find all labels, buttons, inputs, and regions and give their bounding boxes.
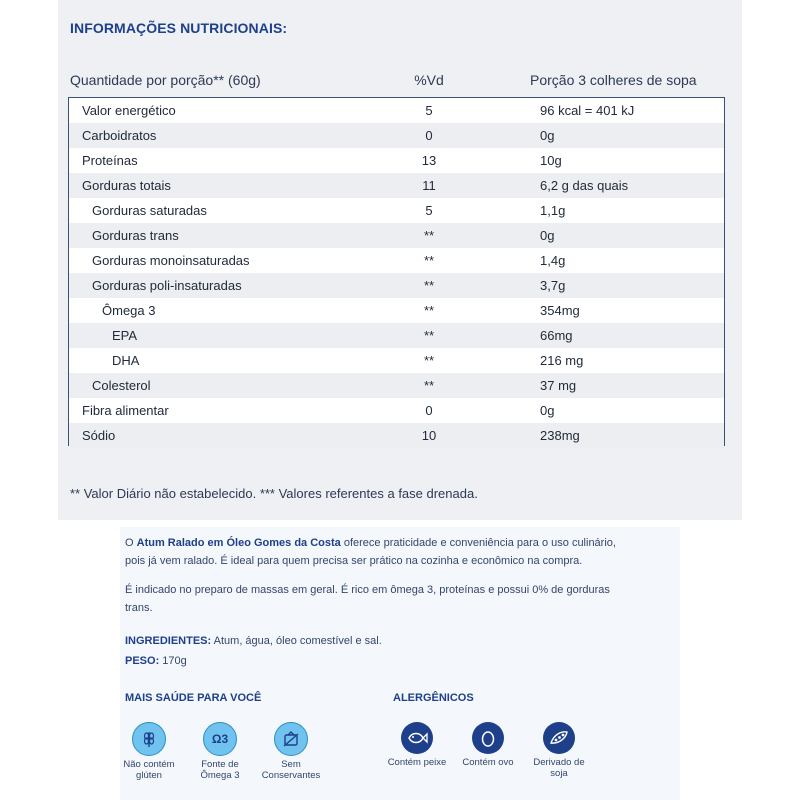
nutrient-vd: **: [423, 378, 435, 393]
nutrient-vd: **: [423, 278, 435, 293]
nutrient-name: Proteínas: [82, 153, 138, 168]
nutrient-vd: 10: [421, 428, 437, 443]
nutrient-amount: 96 kcal = 401 kJ: [540, 103, 635, 118]
nutrient-name: Gorduras monoinsaturadas: [92, 253, 250, 268]
table-row: [69, 273, 724, 298]
table-row: [69, 423, 724, 448]
badge-caption-line: Fonte de: [201, 759, 239, 770]
nutrient-vd: 13: [421, 153, 437, 168]
badge-contains-egg: [453, 722, 523, 768]
badge-caption-line: Derivado de: [533, 757, 585, 768]
ingredients: [125, 632, 645, 650]
omega3-symbol: Ω3: [211, 732, 229, 746]
nutrient-vd: 11: [422, 178, 436, 193]
nutrition-title: INFORMAÇÕES NUTRICIONAIS:: [70, 20, 288, 36]
nutrient-name: DHA: [112, 353, 140, 368]
table-row: [69, 173, 724, 198]
nutrient-vd: **: [423, 328, 435, 343]
nutrient-amount: 216 mg: [540, 353, 584, 368]
nutrient-amount: 3,7g: [540, 278, 566, 293]
badge-caption-line: soja: [550, 768, 568, 779]
badge-caption-line: Contém peixe: [387, 757, 447, 768]
table-row: [69, 248, 724, 273]
ingredients-label: INGREDIENTES:: [125, 635, 212, 647]
footnote: ** Valor Diário não estabelecido. *** Valores referentes a fase drenada.: [70, 486, 478, 501]
badge-caption: [382, 757, 452, 768]
badge-soy-derived: [524, 722, 594, 779]
nutrient-amount: 10g: [540, 153, 562, 168]
nutrient-amount: 0g: [540, 228, 555, 243]
description-line: [125, 534, 645, 552]
vd-header: %Vd: [414, 72, 444, 88]
badge-caption-line: Contém ovo: [462, 757, 514, 768]
wheat-icon: [132, 722, 166, 756]
nutrient-vd: 0: [425, 128, 433, 143]
badge-contains-fish: [382, 722, 452, 768]
badge-caption: [256, 759, 326, 781]
nutrient-amount: 1,1g: [540, 203, 566, 218]
badge-omega3: [185, 722, 255, 781]
weight: [125, 652, 645, 670]
allergens-title: ALERGÊNICOS: [393, 692, 474, 704]
omega3-icon: [203, 722, 237, 756]
nutrition-table: [68, 97, 725, 446]
table-row: [69, 348, 724, 373]
egg-icon: [472, 722, 504, 754]
nutrient-vd: 0: [425, 403, 433, 418]
nutrient-name: Gorduras totais: [82, 178, 171, 193]
badge-caption-line: Ômega 3: [200, 770, 240, 781]
nutrient-name: EPA: [112, 328, 138, 343]
badge-caption: [114, 759, 184, 781]
badge-caption: [453, 757, 523, 768]
nutrient-amount: 66mg: [540, 328, 573, 343]
nutrient-name: Colesterol: [92, 378, 151, 393]
nutrient-vd: **: [423, 353, 435, 368]
nutrient-name: Gorduras poli-insaturadas: [92, 278, 242, 293]
badge-caption: [524, 757, 594, 779]
health-title: MAIS SAÚDE PARA VOCÊ: [125, 692, 262, 704]
soy-icon: [543, 722, 575, 754]
badge-caption-line: glúten: [136, 770, 162, 781]
table-row: [69, 98, 724, 123]
table-row: [69, 398, 724, 423]
portion-header: Quantidade por porção** (60g): [70, 72, 261, 88]
ingredients-value: Atum, água, óleo comestível e sal.: [213, 635, 382, 647]
description-line: trans.: [125, 602, 153, 614]
nutrient-vd: 5: [425, 103, 433, 118]
badge-caption-line: Sem: [281, 759, 301, 770]
weight-value: 170g: [162, 655, 187, 667]
table-row: [69, 148, 724, 173]
serving-header: Porção 3 colheres de sopa: [530, 72, 697, 88]
nutrient-vd: **: [423, 303, 435, 318]
badge-caption: [185, 759, 255, 781]
nutrient-amount: 37 mg: [540, 378, 577, 393]
nutrient-name: Gorduras trans: [92, 228, 179, 243]
nutrient-amount: 6,2 g das quais: [540, 178, 629, 193]
product-name: Atum Ralado em Óleo Gomes da Costa: [136, 537, 341, 549]
nutrient-name: Sódio: [82, 428, 116, 443]
badge-caption-line: Não contém: [123, 759, 175, 770]
table-row: [69, 298, 724, 323]
fish-icon: [401, 722, 433, 754]
table-row: [69, 323, 724, 348]
description-paragraph-2: [125, 581, 645, 617]
nutrient-vd: **: [423, 253, 435, 268]
nutrient-amount: 1,4g: [540, 253, 566, 268]
nutrient-amount: 0g: [540, 403, 555, 418]
table-row: [69, 123, 724, 148]
nutrient-name: Gorduras saturadas: [92, 203, 207, 218]
nutrient-vd: **: [423, 228, 435, 243]
description-line: pois já vem ralado. É ideal para quem precisa ser prático na cozinha e econômico na compra.: [125, 555, 583, 567]
nutrient-amount: 0g: [540, 128, 555, 143]
description-paragraph-1: [125, 534, 645, 570]
nutrient-amount: 238mg: [540, 428, 580, 443]
weight-label: PESO:: [125, 655, 160, 667]
nutrient-name: Fibra alimentar: [82, 403, 169, 418]
no-preservatives-icon: [274, 722, 308, 756]
badge-no-preservatives: [256, 722, 326, 781]
table-row: [69, 223, 724, 248]
description-text: oferece praticidade e conveniência para o uso culinário,: [343, 537, 616, 549]
description-prefix: O: [125, 537, 134, 549]
nutrient-vd: 5: [425, 203, 433, 218]
table-row: [69, 198, 724, 223]
nutrient-name: Ômega 3: [102, 303, 156, 318]
nutrient-name: Valor energético: [82, 103, 176, 118]
nutrient-amount: 354mg: [540, 303, 580, 318]
badge-gluten-free: [114, 722, 184, 781]
description-line: É indicado no preparo de massas em geral. É rico em ômega 3, proteínas e possui 0% de gorduras: [125, 584, 610, 596]
nutrient-name: Carboidratos: [82, 128, 157, 143]
table-row: [69, 373, 724, 398]
badge-caption-line: Conservantes: [261, 770, 321, 781]
